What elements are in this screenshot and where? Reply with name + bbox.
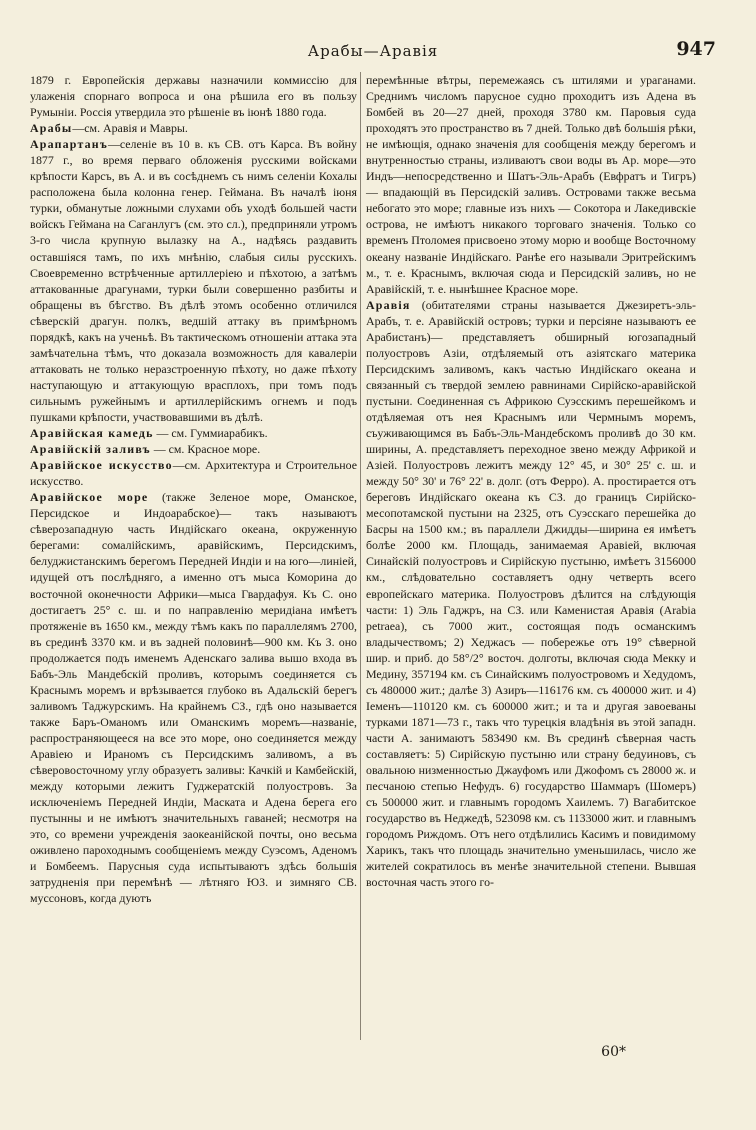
- right-column: [366, 72, 696, 890]
- column-divider: [360, 72, 361, 1040]
- entry-araviiskaya-kamed: [30, 425, 357, 441]
- entry-headword: Аравійское искусство: [30, 458, 173, 473]
- entry-headword: Арабы: [30, 121, 73, 136]
- entry-headword: Аравійскій заливъ: [30, 442, 151, 457]
- signature-mark: 60*: [601, 1044, 626, 1060]
- page-number: 947: [676, 38, 716, 60]
- entry-araby: [30, 120, 357, 136]
- entry-text: —см. Архитектура и Строительное искусство.: [30, 458, 357, 489]
- entry-text: —см. Аравія и Мавры.: [72, 121, 188, 136]
- entry-continuation: [30, 72, 357, 120]
- entry-headword: Аравійское море: [30, 490, 149, 505]
- entry-araviiskoe-more: [30, 489, 357, 906]
- entry-arapartan: [30, 136, 357, 425]
- entry-araviiskii-zaliv: [30, 441, 357, 457]
- running-head: Арабы—Аравія: [307, 42, 439, 60]
- entry-text: перемѣнные вѣтры, перемежаясь съ штилями и ураганами. Среднимъ числомъ парусное судно проходитъ изъ Адена въ Бомбей въ 20—27 дней, проходя 3780 км. Паровыя суда проходятъ это пространство въ 7 дней. Только двѣ большія рѣки, не имѣющія, однако значенія для сообщенія между берегомъ и внутренностью страны, изливаютъ свои воды въ Ар. море—это Индъ—непосредственно и Шатъ-Эль-Арабъ (Евфратъ и Тигръ) — впадающій въ Персидскій заливъ. Островами также весьма небогато это море; главные изъ нихъ — Сокотора и Лакедивскіе острова, не имѣютъ никакого торговаго значенія. Только со временъ Птоломея присвоено этому морю и вообще Восточному океану названіе Индійскаго. Ранѣе его называли Эритрейскимъ м., т. е. Краснымъ, включая сюда и Персидскій заливъ, но не Аравійскій, т. е. нынѣшнее Красное море.: [366, 73, 696, 296]
- entry-continuation: [366, 72, 696, 297]
- entry-araviiskoe-iskusstvo: [30, 457, 357, 489]
- entry-text: — см. Гуммиарабикъ.: [153, 426, 268, 441]
- entry-text: — см. Красное море.: [150, 442, 261, 457]
- entry-text: (также Зеленое море, Оманское, Персидское и Индоарабское)— такъ называютъ сѣверозападную часть Индійскаго океана, окруженную берегами: сомалійскимъ, аравійскимъ, Персидскимъ, белуджистанскимъ берегомъ Передней Индіи и на юго—линіей, идущей отъ послѣдняго, а именно отъ мыса Коморина до восточной оконечности Африки—мыса Гвардафуя. Къ С. оно достигаетъ 25° с. ш. и по направленію меридіана имѣетъ протяженіе въ 1650 км., между тѣмъ какъ по параллелямъ 2700, въ срединѣ 3370 км. и въ задней половинѣ—900 км. Къ З. оно продолжается подъ именемъ Аденскаго залива вышо входа въ Бабъ-Эль Мандебскій проливъ, которымъ соединяется съ Краснымъ моремъ и врѣзывается глубоко въ Адальскій берегъ заливомъ Таджурскимъ. На крайнемъ СЗ., гдѣ оно называется также Баръ-Оманомъ или Оманскимъ моремъ—названіе, распространяющееся на все это море, оно соединяется между Аравіею и Ираномъ съ Персидскимъ заливомъ, а въ сѣверовосточному углу образуетъ заливы: Качкій и Камбейскій, между которыми лежитъ Гуджератскій полуостровъ. За исключеніемъ Передней Индіи, Маската и Адена берега его пустынны и не имѣютъ значительныхъ гаваней; несмотря на это, со времени учрежденія заокеанійской почты, оно весьма оживлено пароходнымъ сообщеніемъ между Суэсомъ, Аденомъ и Бомбеемъ. Парусныя суда испытываютъ здѣсь большія затрудненія при перемѣнѣ — лѣтняго ЮЗ. и зимняго СВ. муссоновъ, когда дуютъ: [30, 490, 357, 906]
- entry-text: (обитателями страны называется Джезиретъ-эль-Арабъ, т. е. Аравійскій островъ; турки и персіяне называютъ ее Арабистанъ)— представляетъ обширный югозападный полуостровъ Азіи, отдѣляемый отъ азіятскаго материка Персидскимъ заливомъ, какъ частью Индійскаго океана и связанный съ твердой землею равнинами Сирійско-аравійской пустыни. Соединенная съ Африкою Суэсскимъ перешейкомъ и отдѣляемая отъ нея Краснымъ или Чермнымъ моремъ, съуживающимся въ Бабъ-Эль-Мандебскомъ проливѣ до 30 км. ширины, А. представляетъ переходное звено между Африкой и Азіей. Полуостровъ лежитъ между 12° 45, и 30° 25' с. ш. и между 50° 30' и 76° 22' в. долг. (отъ Ферро). А. простирается отъ береговъ Индійскаго океана къ СЗ. до границъ Сирійско-месопотамской пустыни на 2325, отъ Суэсскаго перешейка до Басры на 1500 км.; въ параллели Джидды—ширина ея имѣетъ болѣе 2000 км. Площадь, занимаемая Аравіей, включая Синайскій полуостровъ и Сирійскую пустыню, имѣетъ 3156000 км., слѣдовательно составляетъ одну четверть всего европейскаго материка. Полуостровъ дѣлится на слѣдующія части: 1) Эль Гаджръ, на СЗ. или Каменистая Аравія (Arabia petraea), съ 7000 жит., состоящая подъ османскимъ владычествомъ; 2) Хеджасъ — побережье отъ 19° сѣверной шир. и приб. до 58°/2° восточ. долготы, включая сюда Мекку и Медину, 357194 км. съ Синайскимъ полуостровомъ и Хедудомъ, съ 480000 жит.; далѣе 3) Азиръ—116176 км. съ 400000 жит. и 4) Іеменъ—110120 км. съ 600000 жит.; и та и другая завоеваны турками 1871—73 г., такъ что турецкія владѣнія въ этой западн. части А. занимаютъ 583490 км. Въ срединѣ сѣверная часть составляетъ: 5) Сирійскую пустыню или страну бедуиновъ, съ овальною низменностью Джауфомъ или Джофомъ съ 28000 ж. и песчаною степью Нефудъ. 6) государство Шаммаръ (Шомеръ) съ 500000 жит. и главнымъ городомъ Хаилемъ. 7) Вагабитское государство въ Неджедѣ, 523098 км. съ 1133000 жит. и главнымъ городомъ Риждомъ. Отъ него отдѣлились Касимъ и повидимому Харикъ, такъ что площадь значительно уменьшилась, число же жителей сократилось въ менѣе значительной степени. Вывшая восточная часть этого го-: [366, 297, 696, 890]
- entry-text: —селеніе въ 10 в. къ СВ. отъ Карса. Въ войну 1877 г., во время перваго обложенія русскими войсками крѣпости Карсъ, въ А. и въ сосѣднемъ съ нимъ селеніи Кохалы расположена была колонна генер. Геймана. Въ началѣ іюня турки, обманутые ложными слухами объ уходѣ большей части войскъ Геймана на Саганлугъ (см. это сл.), предприняли утромъ 3-го числа крупную вылазку на А., надѣясь раздавить оставшіяся тамъ, по ихъ мнѣнію, слабыя силы русскихъ. Своевременно встрѣченные артиллеріею и пѣхотою, а затѣмъ аттакованные драгунами, турки были совершенно разбиты и обращены въ бѣгство. Въ дѣлѣ этомъ особенно отличился сѣверскій драгун. полкъ, ведшій аттаку въ примѣрномъ порядкѣ, какъ на ученьѣ. Въ тактическомъ отношеніи аттака эта замѣчательна тѣмъ, что доказала возможность для кавалеріи аттаковать не только неразстроенную пѣхоту, но даже пѣхоту наступающую и аттакующую врасплохъ, при томъ подъ сильнымъ ружейнымъ и артиллерійскимъ огнемъ и подъ пушками крѣпости, участвовавшими въ дѣлѣ.: [30, 137, 357, 424]
- entry-text: 1879 г. Европейскія державы назначили коммиссію для улаженія спорнаго вопроса и она рѣшила его въ пользу Румыніи. Россія утвердила это рѣшеніе въ іюнѣ 1880 года.: [30, 73, 357, 120]
- entry-araviya: [366, 297, 696, 891]
- entry-headword: Арапартанъ: [30, 137, 108, 152]
- page-header: [30, 36, 716, 64]
- entry-headword: Аравійская камедь: [30, 426, 154, 441]
- entry-headword: Аравія: [366, 297, 411, 312]
- left-column: [30, 72, 357, 906]
